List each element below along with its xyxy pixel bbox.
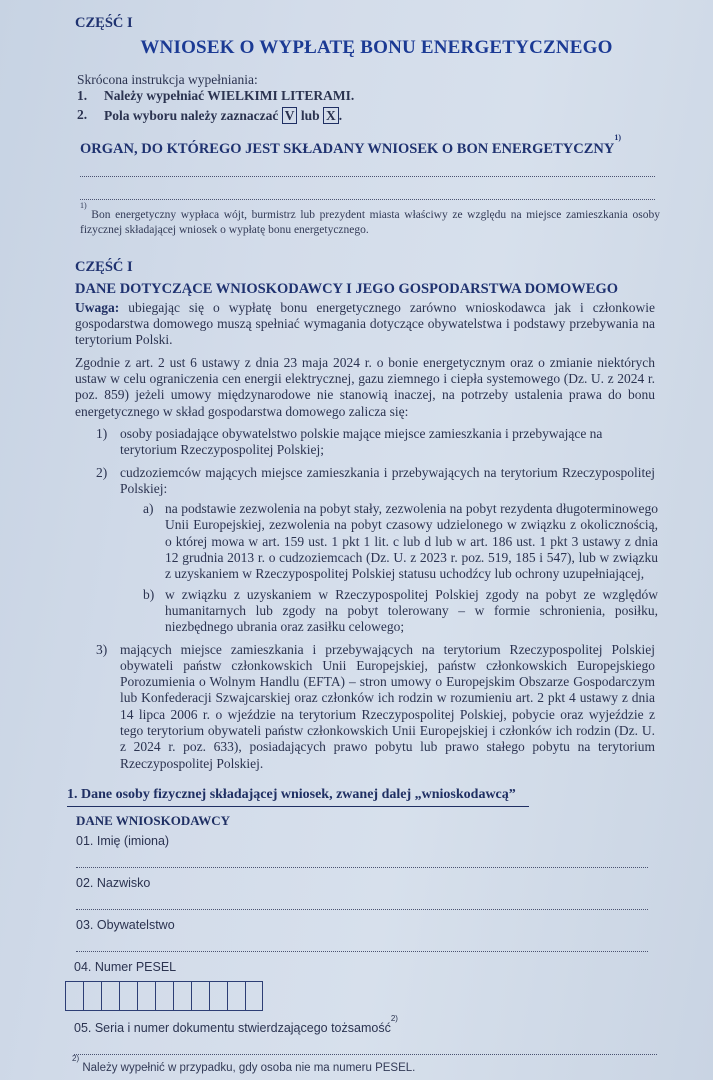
- part1-note: [75, 300, 655, 349]
- pesel-digit-box[interactable]: [83, 981, 101, 1011]
- pesel-label: 04. Numer PESEL: [74, 959, 177, 974]
- note-label: Uwaga:: [75, 299, 120, 315]
- instruction-number: 2.: [77, 106, 88, 122]
- list-item: cudzoziemców mających miejsce zamieszkania i przebywających na terytorium Rzeczypospolitej Polskiej:: [120, 464, 655, 496]
- pesel-digit-box[interactable]: [209, 981, 227, 1011]
- instruction-number: 1.: [77, 88, 88, 104]
- note-text: ubiegając się o wypłatę bonu energetycznego zarówno wnioskodawca jak i członkowie gospodarstwa domowego muszą spełniać wymagania dotyczące obywatelstwa i podstawy przebywania na terytorium Polski.: [75, 299, 655, 348]
- list-item-3: [96, 642, 655, 772]
- instruction-text: Należy wypełniać WIELKIMI LITERAMI.: [104, 88, 355, 104]
- pesel-digit-box[interactable]: [245, 981, 263, 1011]
- applicant-subheading: DANE WNIOSKODAWCY: [76, 812, 230, 828]
- footnote-mark: 2): [72, 1053, 80, 1063]
- instruction-joiner: lub: [300, 107, 320, 123]
- instructions-heading: Skrócona instrukcja wypełniania:: [77, 72, 258, 87]
- sub-list-item-b: [143, 587, 658, 636]
- list-number: 2): [96, 464, 108, 480]
- list-item: mających miejsce zamieszkania i przebywających na terytorium Rzeczypospolitej Polskiej obywateli państw członkowskich Unii Europejskiej, państw członkowskich Europejskiego Porozumienia o Wolnym Handlu (EFTA) – stron umowy o Europejskim Obszarze Gospodarczym lub Konfederacji Szwajcarskiej oraz członków ich rodzin w rozumieniu art. 2 pkt 4 ustawy z dnia 14 lipca 2006 r. o wjeździe na terytorium Rzeczypospolitej Polskiej, pobycie oraz wyjeździe z tego terytorium obywateli państw członkowskich Unii Europejskiej i członków ich rodzin (Dz. U. z 2024 r. poz. 633), posiadających prawo pobytu lub prawo stałego pobytu na terytorium Rzeczypospolitej Polskiej.: [120, 641, 655, 771]
- organ-field-line-1[interactable]: [80, 162, 655, 177]
- organ-heading-text: ORGAN, DO KTÓREGO JEST SKŁADANY WNIOSEK O BON ENERGETYCZNY: [80, 140, 615, 157]
- sub-list-item: w związku z uzyskaniem w Rzeczypospolitej Polskiej zgody na pobyt ze względów humanitarnych lub zgody na pobyt tolerowany – w formie schronienia, posiłku, niezbędnego ubrania oraz zasiłku celowego;: [165, 586, 658, 635]
- instruction-item-1: [77, 88, 658, 104]
- sub-list-number: a): [143, 501, 154, 517]
- instruction-text: Pola wyboru należy zaznaczać: [104, 107, 279, 123]
- sub-list-number: b): [143, 586, 155, 602]
- footnote-ref: 2): [390, 1013, 398, 1023]
- part1-heading: DANE DOTYCZĄCE WNIOSKODAWCY I JEGO GOSPODARSTWA DOMOWEGO: [75, 280, 619, 297]
- pesel-digit-box[interactable]: [155, 981, 173, 1011]
- checkbox-v-example: V: [282, 107, 298, 124]
- form-title: WNIOSEK O WYPŁATĘ BONU ENERGETYCZNEGO: [140, 37, 613, 58]
- footnote-text: Należy wypełnić w przypadku, gdy osoba nie ma numeru PESEL.: [82, 1061, 416, 1074]
- id-document-input[interactable]: [74, 1040, 657, 1055]
- first-name-input[interactable]: [76, 853, 648, 868]
- citizenship-label: 03. Obywatelstwo: [76, 917, 175, 932]
- organ-field-line-2[interactable]: [80, 185, 655, 200]
- last-name-input[interactable]: [76, 895, 648, 910]
- sub-list-item: na podstawie zezwolenia na pobyt stały, zezwolenia na pobyt rezydenta długoterminowego Unii Europejskiej, zezwolenia na pobyt czasowy udzielonego w związku z okolicznością, o której mowa w art. 159 ust. 1 pkt 1 lit. c lub d lub w art. 186 ust. 1 pkt 3 ustawy z dnia 12 grudnia 2013 r. o cudzoziemcach (Dz. U. z 2023 r. poz. 519, 185 i 547), lub w związku z uzyskaniem w Rzeczypospolitej Polskiej statusu uchodźcy lub ochrony uzupełniającej,: [165, 501, 658, 582]
- part-label: CZĘŚĆ I: [75, 15, 133, 31]
- id-document-label: [74, 1013, 658, 1036]
- list-item-1: [96, 426, 655, 459]
- sub-list-item-a: [143, 501, 658, 582]
- part1-intro: Zgodnie z art. 2 ust 6 ustawy z dnia 23 maja 2024 r. o bonie energetycznym oraz o zmianie niektórych ustaw w celu ograniczenia cen energii elektrycznej, gazu ziemnego i ciepła systemowego (Dz. U. z 2024 r. poz. 859) jeżeli umowy międzynarodowe nie stanowią inaczej, na potrzeby ustalenia prawa do bonu energetycznego w skład gospodarstwa domowego zalicza się:: [75, 354, 655, 419]
- checkbox-x-example: X: [323, 107, 339, 124]
- last-name-label: 02. Nazwisko: [76, 875, 151, 890]
- list-item: osoby posiadające obywatelstwo polskie mające miejsce zamieszkania i przebywające na terytorium Rzeczypospolitej Polskiej;: [120, 425, 603, 458]
- pesel-digit-box[interactable]: [137, 981, 155, 1011]
- organ-footnote: [80, 200, 660, 238]
- instruction-end: .: [338, 107, 343, 123]
- pesel-input[interactable]: [65, 981, 658, 1011]
- footnote-text: Bon energetyczny wypłaca wójt, burmistrz lub prezydent miasta właściwy ze względu na miejsce zamieszkania osoby fizycznej składającej wniosek o wypłatę bonu energetycznego.: [80, 208, 660, 236]
- list-item-2: [96, 465, 655, 498]
- pesel-digit-box[interactable]: [191, 981, 209, 1011]
- pesel-digit-box[interactable]: [173, 981, 191, 1011]
- footnote-mark: 1): [80, 200, 87, 210]
- pesel-digit-box[interactable]: [65, 981, 83, 1011]
- id-document-label-text: 05. Seria i numer dokumentu stwierdzającego tożsamość: [74, 1020, 391, 1035]
- organ-heading: [80, 132, 658, 158]
- citizenship-input[interactable]: [76, 937, 648, 952]
- first-name-label: 01. Imię (imiona): [76, 833, 170, 848]
- pesel-digit-box[interactable]: [119, 981, 137, 1011]
- list-number: 1): [96, 425, 108, 441]
- applicant-footnote: [72, 1053, 658, 1076]
- pesel-digit-box[interactable]: [227, 981, 245, 1011]
- applicant-section-title: 1. Dane osoby fizycznej składającej wniosek, zwanej dalej „wnioskodawcą”: [67, 786, 529, 807]
- footnote-ref: 1): [614, 132, 621, 142]
- pesel-digit-box[interactable]: [101, 981, 119, 1011]
- part1-label: CZĘŚĆ I: [75, 258, 133, 275]
- list-number: 3): [96, 641, 108, 657]
- instruction-item-2: [77, 107, 658, 124]
